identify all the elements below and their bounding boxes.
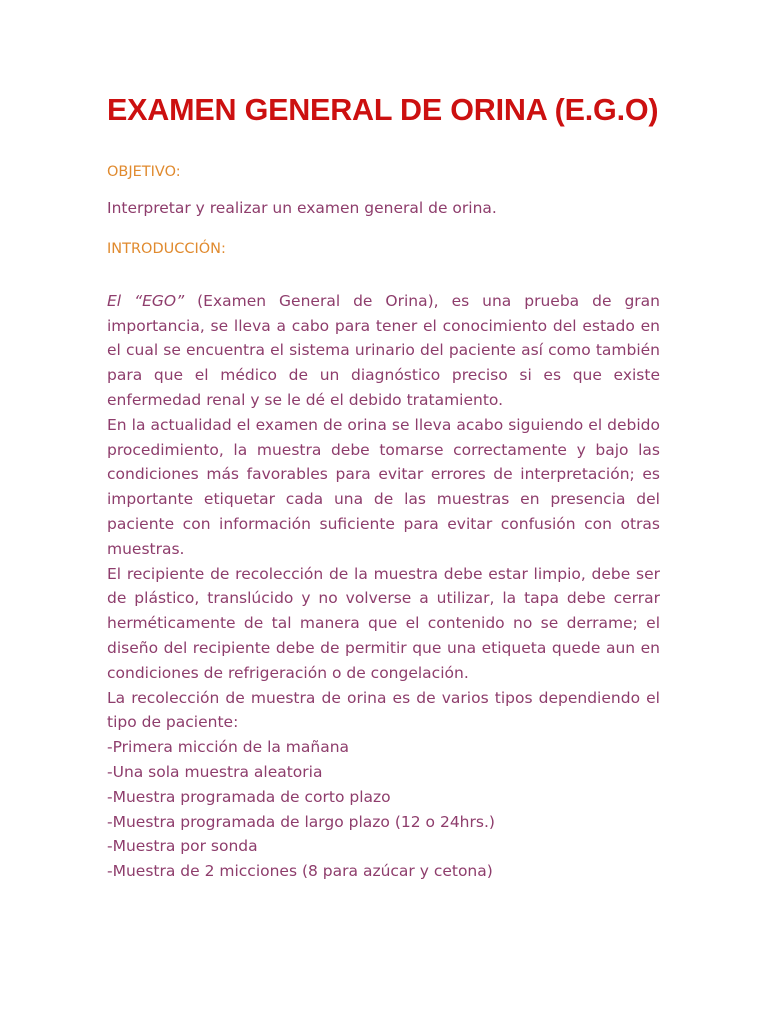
document-title: EXAMEN GENERAL DE ORINA (E.G.O) (107, 93, 659, 127)
list-item: -Muestra de 2 micciones (8 para azúcar y cetona) (107, 862, 493, 881)
list-item: -Muestra programada de corto plazo (107, 787, 391, 806)
sample-types-list (107, 735, 660, 884)
intro-paragraph-4: La recolección de muestra de orina es de varios tipos dependiendo el tipo de paciente: (107, 688, 660, 732)
list-item: -Muestra programada de largo plazo (12 o 24hrs.) (107, 812, 495, 831)
objective-heading: OBJETIVO: (107, 164, 181, 180)
list-item: -Una sola muestra aleatoria (107, 762, 323, 781)
intro-paragraph-1-text: (Examen General de Orina), es una prueba de gran importancia, se lleva a cabo para tener el conocimiento del estado en el cual se encuentra el sistema urinario del paciente así como también para que el médico de un diagnóstico preciso si es que existe enfermedad renal y se le dé el debido tratamiento. (107, 291, 661, 409)
list-item: -Muestra por sonda (107, 837, 258, 856)
document-page (107, 88, 660, 884)
list-item: -Primera micción de la mañana (107, 738, 350, 757)
intro-paragraph-1 (107, 289, 660, 413)
ego-term: El “EGO” (107, 291, 185, 310)
intro-paragraph-3: El recipiente de recolección de la muestra debe estar limpio, debe ser de plástico, translúcido y no volverse a utilizar, la tapa debe cerrar herméticamente de tal manera que el contenido no se derrame; el diseño del recipiente debe de permitir que una etiqueta quede aun en condiciones de refrigeración o de congelación. (107, 564, 660, 682)
objective-text: Interpretar y realizar un examen general de orina. (107, 199, 497, 217)
intro-paragraph-2: En la actualidad el examen de orina se lleva acabo siguiendo el debido procedimiento, la muestra debe tomarse correctamente y bajo las condiciones más favorables para evitar errores de interpretación; es importante etiquetar cada una de las muestras en presencia del paciente con información suficiente para evitar confusión con otras muestras. (107, 415, 660, 558)
introduction-heading: INTRODUCCIÓN: (107, 240, 226, 257)
